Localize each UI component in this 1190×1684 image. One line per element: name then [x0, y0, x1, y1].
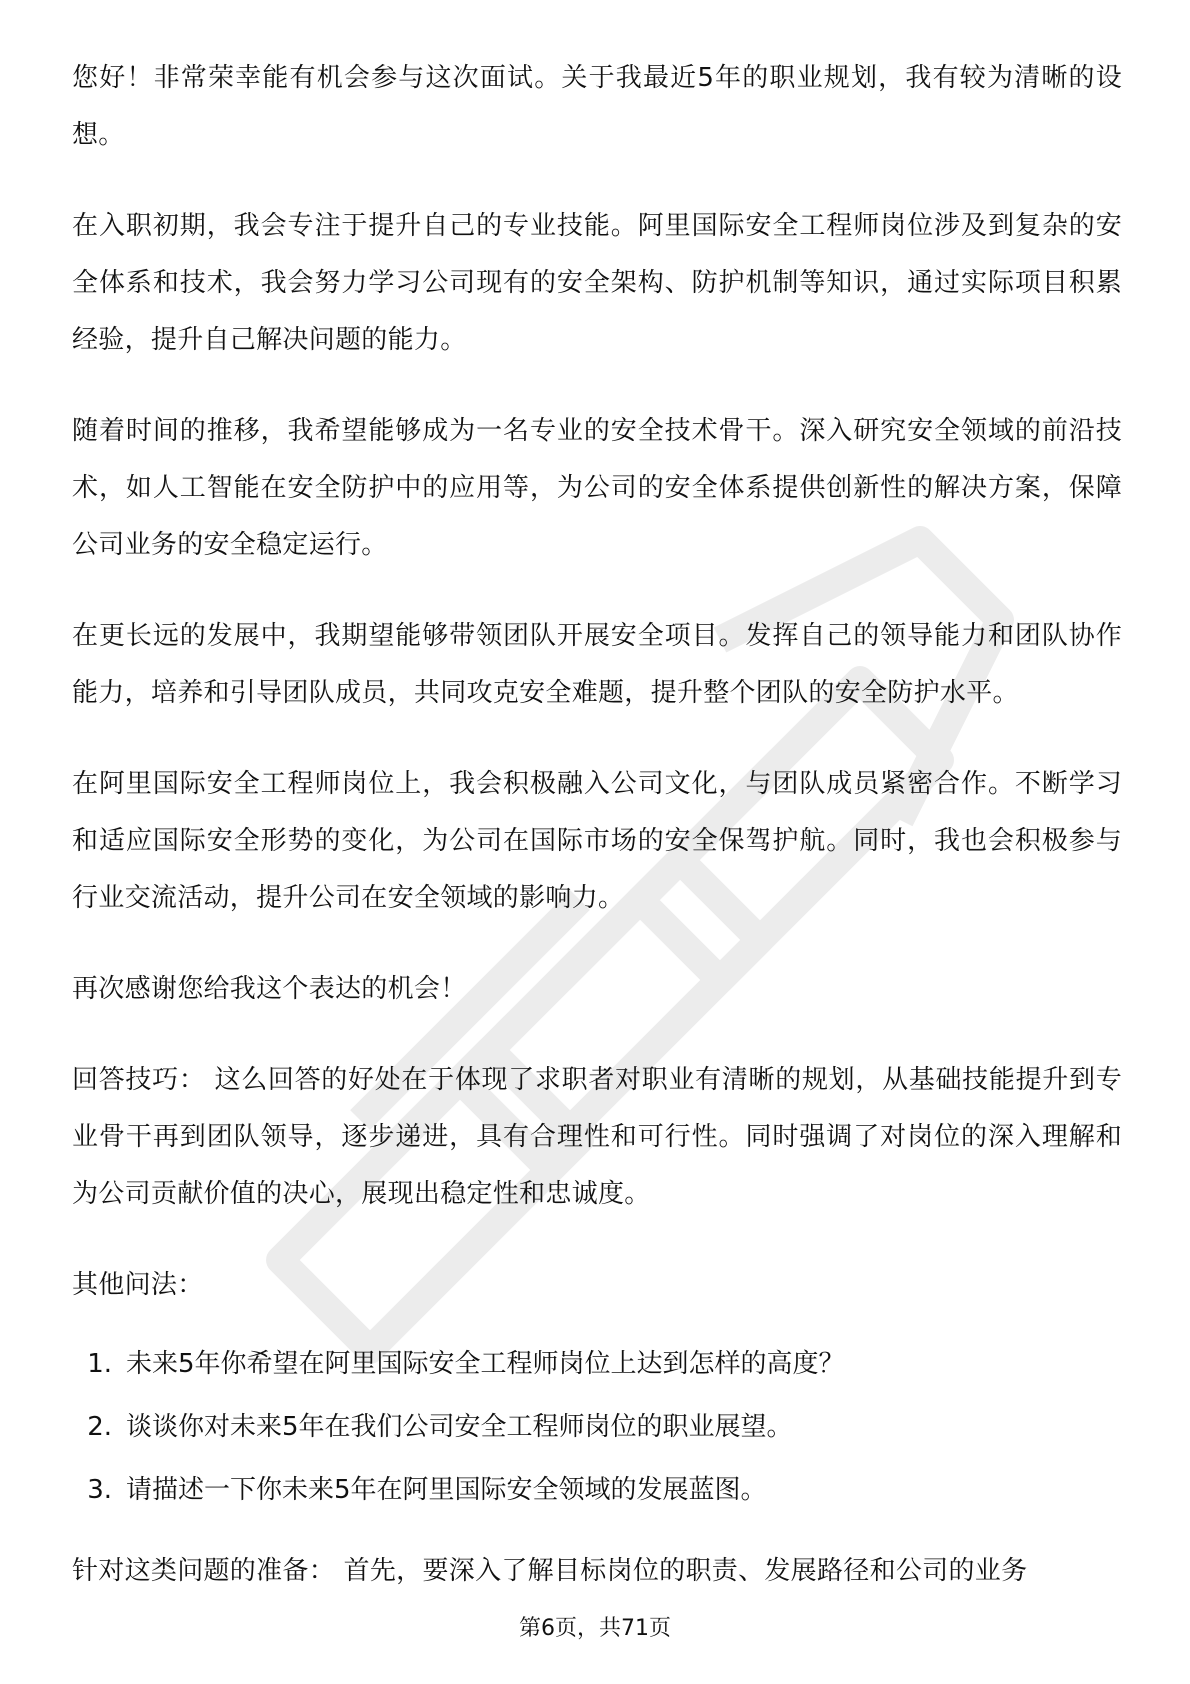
paragraph-other-questions-heading: 其他问法：	[72, 1270, 204, 1300]
page-number-footer: 第6页，共71页	[519, 1616, 671, 1641]
list-item	[72, 1462, 1122, 1519]
list-item-text: 未来5年你希望在阿里国际安全工程师岗位上达到怎样的高度？	[126, 1349, 845, 1379]
list-item-text: 请描述一下你未来5年在阿里国际安全领域的发展蓝图。	[126, 1475, 767, 1505]
list-item	[72, 1336, 1122, 1393]
paragraph-preparation: 针对这类问题的准备： 首先，要深入了解目标岗位的职责、发展路径和公司的业务	[72, 1556, 1028, 1586]
list-item-number: 2.	[87, 1412, 112, 1442]
paragraph-team-lead: 在更长远的发展中，我期望能够带领团队开展安全项目。发挥自己的领导能力和团队协作能力，培养和引导团队成员，共同攻克安全难题，提升整个团队的安全防护水平。	[72, 621, 1122, 708]
document-body	[72, 50, 1122, 1634]
paragraph-technical-backbone: 随着时间的推移，我希望能够成为一名专业的安全技术骨干。深入研究安全领域的前沿技术，如人工智能在安全防护中的应用等，为公司的安全体系提供创新性的解决方案，保障公司业务的安全稳定运行。	[72, 416, 1122, 560]
paragraph-greeting: 您好！非常荣幸能有机会参与这次面试。关于我最近5年的职业规划，我有较为清晰的设想。	[72, 63, 1122, 150]
list-item	[72, 1399, 1122, 1456]
paragraph-thanks: 再次感谢您给我这个表达的机会！	[72, 974, 467, 1004]
other-questions-list	[72, 1336, 1122, 1519]
paragraph-early-career: 在入职初期，我会专注于提升自己的专业技能。阿里国际安全工程师岗位涉及到复杂的安全体系和技术，我会努力学习公司现有的安全架构、防护机制等知识，通过实际项目积累经验，提升自己解决问题的能力。	[72, 211, 1122, 355]
list-item-text: 谈谈你对未来5年在我们公司安全工程师岗位的职业展望。	[126, 1412, 793, 1442]
list-item-number: 3.	[87, 1475, 112, 1505]
paragraph-answer-tips: 回答技巧： 这么回答的好处在于体现了求职者对职业有清晰的规划，从基础技能提升到专业骨干再到团队领导，逐步递进，具有合理性和可行性。同时强调了对岗位的深入理解和为公司贡献价值的决心，展现出稳定性和忠诚度。	[72, 1065, 1122, 1209]
list-item-number: 1.	[87, 1349, 112, 1379]
paragraph-company-culture: 在阿里国际安全工程师岗位上，我会积极融入公司文化，与团队成员紧密合作。不断学习和适应国际安全形势的变化，为公司在国际市场的安全保驾护航。同时，我也会积极参与行业交流活动，提升公司在安全领域的影响力。	[72, 769, 1122, 913]
